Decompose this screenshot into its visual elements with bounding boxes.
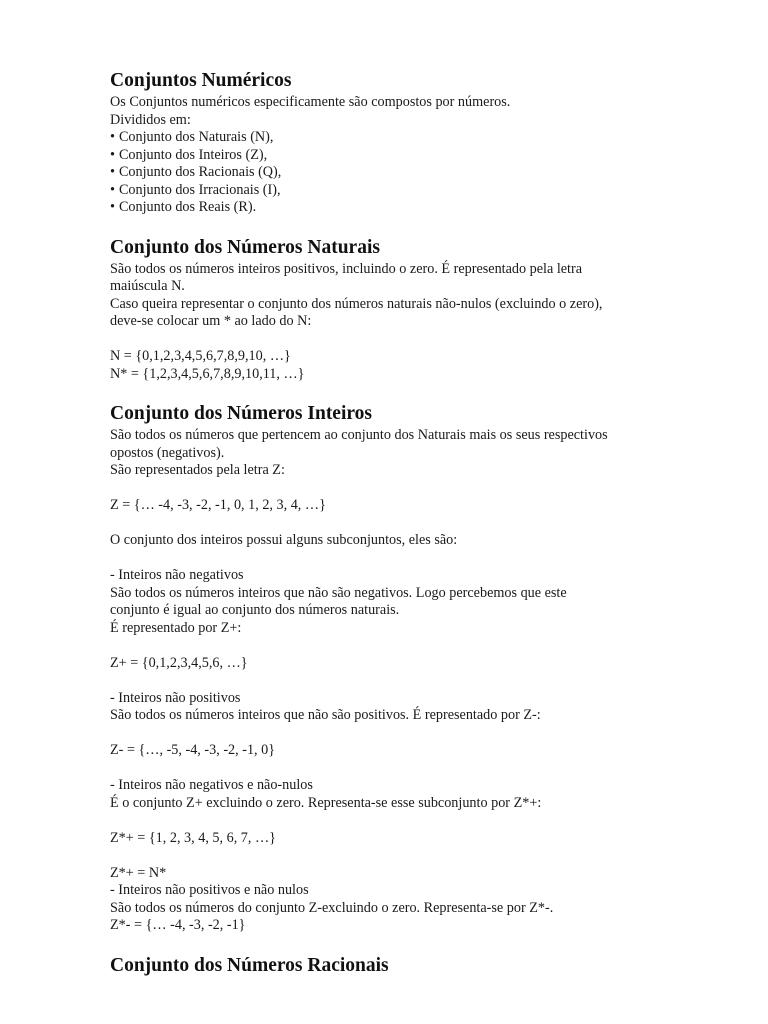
- section-title: Conjunto dos Números Naturais: [110, 236, 380, 258]
- paragraph-line: deve-se colocar um * ao lado do N:: [110, 313, 312, 329]
- section-inteiros: [110, 401, 670, 935]
- paragraph-line: É o conjunto Z+ excluindo o zero. Representa-se esse subconjunto por Z*+:: [110, 794, 542, 811]
- paragraph-line: opostos (negativos).: [110, 444, 225, 461]
- section-conjuntos-numericos: [110, 68, 670, 217]
- blank-line: [110, 725, 670, 743]
- blank-line: [110, 550, 670, 568]
- section-title: Conjunto dos Números Inteiros: [110, 403, 373, 424]
- section-naturais: [110, 235, 670, 384]
- set-notation: Z*- = {… -4, -3, -2, -1}: [110, 917, 246, 933]
- paragraph-line: São todos os números inteiros positivos, incluindo o zero. É representado pela letra: [110, 260, 583, 277]
- section-spacer: [110, 217, 670, 235]
- set-notation: Z = {… -4, -3, -2, -1, 0, 1, 2, 3, 4, …}: [110, 497, 326, 513]
- blank-line: [110, 760, 670, 778]
- paragraph-line: É representado por Z+:: [110, 619, 242, 636]
- bullet-dot-icon: •: [110, 199, 115, 215]
- section-spacer: [110, 383, 670, 401]
- blank-line: [110, 812, 670, 830]
- bullet-item: • Conjunto dos Reais (R).: [110, 199, 257, 215]
- bullet-item: • Conjunto dos Naturais (N),: [110, 129, 274, 145]
- paragraph-line: maiúscula N.: [110, 278, 185, 294]
- bullet-item: • Conjunto dos Irracionais (I),: [110, 181, 281, 198]
- bullet-dot-icon: •: [110, 146, 115, 163]
- paragraph-line: São todos os números inteiros que não são positivos. É representado por Z-:: [110, 707, 541, 723]
- set-notation: N* = {1,2,3,4,5,6,7,8,9,10,11, …}: [110, 365, 305, 382]
- set-notation: Z- = {…, -5, -4, -3, -2, -1, 0}: [110, 742, 276, 758]
- blank-line: [110, 847, 670, 865]
- paragraph-line: Divididos em:: [110, 111, 191, 128]
- blank-line: [110, 515, 670, 533]
- set-notation: Z*+ = N*: [110, 864, 167, 881]
- paragraph-line: São todos os números inteiros que não são negativos. Logo percebemos que este: [110, 584, 567, 601]
- blank-line: [110, 331, 670, 349]
- bullet-dot-icon: •: [110, 164, 115, 180]
- subheading-line: - Inteiros não negativos: [110, 567, 244, 583]
- section-title: Conjunto dos Números Racionais: [110, 954, 389, 976]
- paragraph-line: São todos os números do conjunto Z-excluindo o zero. Representa-se por Z*-.: [110, 899, 554, 916]
- paragraph-line: O conjunto dos inteiros possui alguns subconjuntos, eles são:: [110, 532, 458, 548]
- section-spacer: [110, 935, 670, 953]
- paragraph-line: São representados pela letra Z:: [110, 462, 285, 478]
- bullet-item: • Conjunto dos Inteiros (Z),: [110, 146, 268, 163]
- bullet-item: • Conjunto dos Racionais (Q),: [110, 164, 282, 180]
- bullet-dot-icon: •: [110, 181, 115, 198]
- subheading-line: - Inteiros não positivos: [110, 689, 241, 706]
- paragraph-line: São todos os números que pertencem ao conjunto dos Naturais mais os seus respectivos: [110, 427, 608, 443]
- set-notation: N = {0,1,2,3,4,5,6,7,8,9,10, …}: [110, 348, 291, 364]
- paragraph-line: Os Conjuntos numéricos especificamente são compostos por números.: [110, 94, 511, 110]
- paragraph-line: Caso queira representar o conjunto dos números naturais não-nulos (excluindo o zero),: [110, 295, 603, 312]
- set-notation: Z*+ = {1, 2, 3, 4, 5, 6, 7, …}: [110, 829, 276, 846]
- subheading-line: - Inteiros não positivos e não nulos: [110, 882, 309, 898]
- set-notation: Z+ = {0,1,2,3,4,5,6, …}: [110, 654, 248, 671]
- document-page: [110, 68, 670, 979]
- section-racionais: [110, 953, 670, 979]
- section-title: Conjuntos Numéricos: [110, 70, 292, 91]
- blank-line: [110, 672, 670, 690]
- subheading-line: - Inteiros não negativos e não-nulos: [110, 777, 313, 793]
- bullet-dot-icon: •: [110, 129, 115, 145]
- blank-line: [110, 637, 670, 655]
- blank-line: [110, 480, 670, 498]
- paragraph-line: conjunto é igual ao conjunto dos números naturais.: [110, 602, 400, 618]
